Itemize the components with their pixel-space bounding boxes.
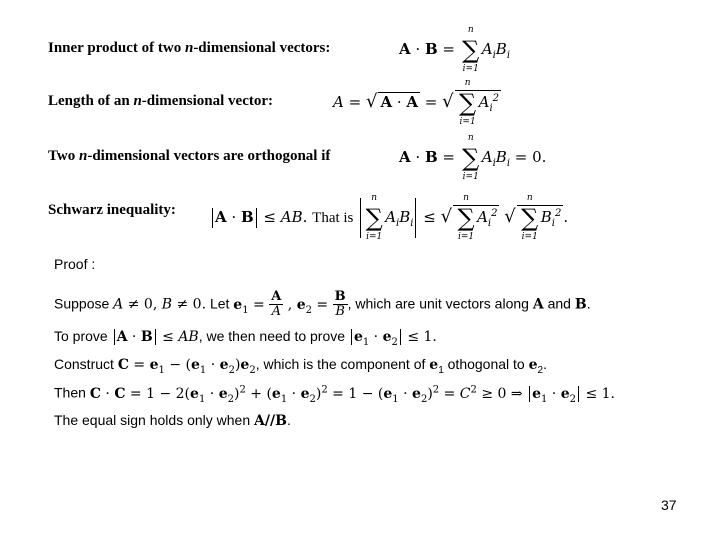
length-label: Length of an n-dimensional vector:	[48, 93, 274, 109]
orthogonal-formula: A · B = n ∑ i=1 $A_iB_i = 0$.	[399, 133, 547, 182]
proof-line-toprove: To prove A · B ≤ AB, we then need to prove $e_1 \cdot e_2 \le 1$.	[54, 328, 437, 348]
schwarz-label: Schwarz inequality:	[48, 202, 176, 218]
orthogonal-label: Two n-dimensional vectors are orthogonal if	[48, 148, 331, 164]
proof-line-equal: The equal sign holds only when A//B.	[54, 412, 291, 429]
proof-line-construct: Construct $C = e_1 - (e_1 \cdot e_2)e_2$, which is the component of $e_1$ othogonal to $e_2$.	[54, 356, 547, 376]
proof-title: Proof :	[54, 256, 96, 272]
schwarz-formula: A · B ≤ AB. That is n ∑ i=1 $A_iB_i$ ≤ √ n ∑ i=1 $A_i^2$ √ n ∑ i=1 $B_i^2$ .	[210, 198, 568, 238]
proof-line-suppose: Suppose A ≠ 0, B ≠ 0. Let $e_1$ = $\frac{A}{A}$ , $e_2$ = $\frac{B}{B}$ , which are unit vectors along A and B.	[54, 289, 591, 320]
page-number: 37	[661, 497, 677, 513]
proof-line-then: Then $C \cdot C = 1 - 2(e_1 \cdot e_2)^2 + (e_1 \cdot e_2)^2 = 1 - (e_1 \cdot e_2)^2 = C^2 \ge 0$ ⇒ $e_1 \cdot e_2 \le 1$.	[54, 384, 616, 405]
length-formula: A = √ A · A = √ n ∑ i=1 $A_i^2$	[333, 78, 500, 127]
inner-product-formula: A · B = n ∑ i=1 $A_iB_i$	[399, 25, 511, 74]
inner-product-label: Inner product of two n-dimensional vectors:	[48, 40, 331, 56]
